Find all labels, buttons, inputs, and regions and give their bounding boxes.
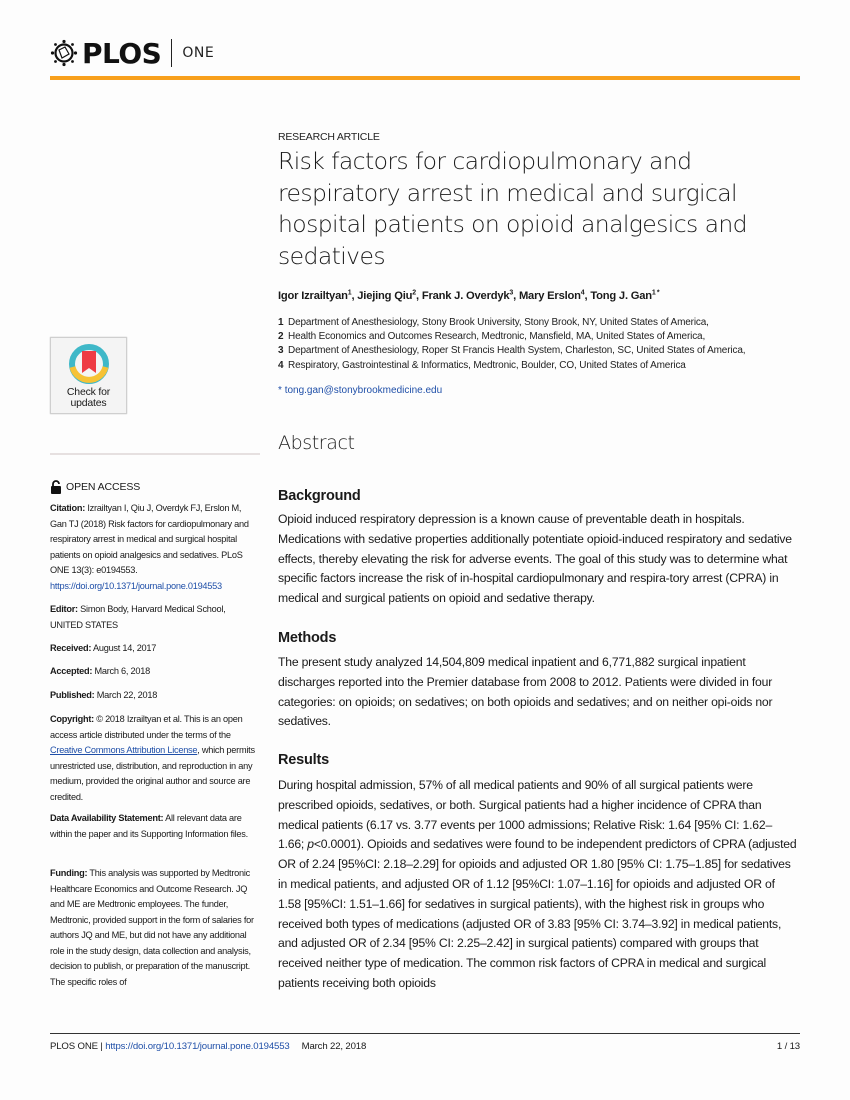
p-value-symbol: p — [307, 837, 314, 852]
citation-text: Izrailtyan I, Qiu J, Overdyk FJ, Erslon M, Gan TJ (2018) Risk factors for cardiopulmonary and respiratory arrest in medical and surgical hospital patients on opioid analgesics and sedatives. PLoS ONE 13(3): e0194553. — [50, 503, 249, 575]
author-name: Igor Izrailtyan — [278, 289, 348, 302]
accepted-label: Accepted: — [50, 666, 93, 676]
methods-heading: Methods — [278, 630, 337, 646]
editor-block — [50, 602, 260, 633]
accepted-date: March 6, 2018 — [92, 666, 150, 676]
license-link[interactable]: Creative Commons Attribution License — [50, 745, 198, 755]
citation-label: Citation: — [50, 503, 86, 513]
author — [278, 290, 357, 302]
header-accent-bar — [50, 76, 800, 80]
background-text: Opioid induced respiratory depression is a known cause of preventable death in hospitals. Medications with sedative properties additionally potentiate opioid-induced respiratory and sedative effects, thereby elevating the risk for adverse events. The goal of this study was to determine what specific factors increase the risk of in-hospital cardiopulmonary and respira-tory arrest (CPRA) in medical and surgical patients on opioid and sedative therapy. — [278, 512, 792, 606]
affiliation-text: Department of Anesthesiology, Roper St Francis Health System, Charleston, SC, United States of America, — [288, 345, 746, 357]
results-text-part: During hospital admission, 57% of all medical patients and 90% of all surgical patients were prescribed opioids, sedatives, or both. Surgical patients had a higher incidence of CPRA than medical patients (6.17 vs. 3.77 events per 1000 admissions; Relative Risk: 1.64 [95% CI: 1.62–1.66; — [278, 778, 773, 852]
author-separator: , — [584, 289, 591, 302]
affiliation-text: Respiratory, Gastrointestinal & Informatics, Medtronic, Boulder, CO, United States of America — [288, 359, 686, 371]
email-link[interactable]: tong.gan@stonybrookmedicine.edu — [284, 385, 443, 396]
open-access-badge — [50, 480, 140, 494]
affiliation-list — [278, 316, 745, 373]
corresponding-email — [278, 385, 442, 396]
funding-block — [50, 866, 260, 990]
page-number: 1 / 13 — [776, 1041, 800, 1052]
published-block — [50, 688, 260, 704]
funding-text: This analysis was supported by Medtronic Healthcare Economics and Outcome Research. JQ and ME are Medtronic employees. The funder, Medtronic, provided support in the form of salaries for authors JQ and ME, but did not have any additional role in the study design, data collection and analysis, decision to publish, or preparation of the manuscript. The specific roles of — [50, 868, 254, 987]
check-for-updates-line2: updates — [70, 397, 107, 409]
results-heading: Results — [278, 752, 329, 768]
affiliation-item — [278, 316, 745, 330]
data-availability-label: Data Availability Statement: — [50, 813, 164, 823]
check-for-updates-badge[interactable] — [50, 337, 127, 414]
copyright-text: © 2018 Izrailtyan et al. This is an open access article distributed under the terms of the — [50, 714, 243, 740]
received-block — [50, 641, 260, 657]
abstract-heading: Abstract — [278, 432, 355, 454]
affiliation-item — [278, 359, 745, 373]
author-affiliation-sup: 1 * — [651, 289, 660, 296]
author-separator: , — [351, 289, 358, 302]
affiliation-item — [278, 344, 745, 358]
copyright-label: Copyright: — [50, 714, 94, 724]
plos-globe-icon — [50, 39, 78, 67]
results-text-part: <0.0001). Opioids and sedatives were found to be independent predictors of CPRA (adjusted OR of 2.24 [95%CI: 2.18–2.29] for opioids and adjusted OR 1.80 [95% CI: 1.75–1.85] for sedatives in medical patients, and adjusted OR of 1.12 [95%CI: 1.07–1.16] for opioids and adjusted OR of 1.58 [95%CI: 1.51–1.66] for sedatives in surgical patients), with the highest risk in groups who received both types of medications (adjusted OR of 3.83 [95% CI: 3.74–3.92] in medical patients, and adjusted OR of 2.34 [95% CI: 2.25–2.42] in surgical patients) compared with groups that received neither type of medication. The common risk factors of CPRA in medical and surgical patients receiving both opioids — [278, 837, 797, 990]
article-title: Risk factors for cardiopulmonary and respiratory arrest in medical and surgical hospital patients on opioid analgesics and sedatives — [278, 147, 747, 270]
logo-journal-name: ONE — [182, 45, 215, 61]
affiliation-text: Health Economics and Outcomes Research, Medtronic, Mansfield, MA, United States of America, — [288, 331, 706, 343]
footer-divider — [50, 1033, 800, 1034]
copyright-block — [50, 712, 260, 805]
citation-block — [50, 501, 260, 594]
citation-doi-link[interactable]: https://doi.org/10.1371/journal.pone.0194553 — [50, 580, 222, 591]
footer-journal: PLOS ONE | — [50, 1041, 106, 1052]
author-affiliation-sup: 4 — [580, 289, 585, 296]
author — [590, 290, 659, 302]
author-name: Tong J. Gan — [590, 289, 652, 302]
author — [519, 290, 590, 302]
results-text — [278, 776, 798, 994]
affiliation-number: 1 — [278, 317, 284, 328]
author-separator: , — [513, 289, 519, 302]
sidebar-divider — [50, 453, 260, 455]
check-for-updates-line1: Check for — [66, 386, 111, 398]
check-for-updates-label — [67, 387, 110, 409]
affiliation-number: 2 — [278, 331, 284, 343]
author — [357, 290, 422, 302]
affiliation-number: 3 — [278, 345, 284, 357]
author-separator: , — [415, 289, 422, 302]
corresponding-star: * — [278, 385, 282, 396]
author-affiliation-sup: 2 — [412, 289, 416, 296]
plos-one-logo — [50, 36, 214, 70]
background-heading: Background — [278, 488, 361, 504]
author — [422, 290, 519, 302]
logo-plos-text: PLOS — [82, 36, 162, 70]
methods-text: The present study analyzed 14,504,809 medical inpatient and 6,771,882 surgical inpatient discharges reported into the Premier database from 2008 to 2012. Patients were divided in four categories: on opioids; on sedatives; on both opioids and sedatives; and on neither opi-oids nor sedatives. — [278, 655, 773, 729]
data-availability-block — [50, 811, 260, 842]
affiliation-number: 4 — [278, 359, 284, 371]
published-date: March 22, 2018 — [94, 690, 158, 700]
open-lock-icon — [50, 480, 62, 494]
editor-text: Simon Body, Harvard Medical School, UNITED STATES — [50, 604, 226, 630]
article-type: RESEARCH ARTICLE — [278, 131, 380, 143]
footer-doi-link[interactable]: https://doi.org/10.1371/journal.pone.0194553 — [105, 1041, 290, 1052]
copyright-text: , which permits unrestricted use, distribution, and reproduction in any medium, provided the original author and source are credited. — [50, 745, 255, 802]
page-footer — [50, 1041, 800, 1052]
open-access-label: OPEN ACCESS — [66, 481, 141, 493]
author-list — [278, 289, 659, 302]
accepted-block — [50, 664, 260, 680]
received-label: Received: — [50, 643, 92, 653]
author-name: Frank J. Overdyk — [421, 289, 510, 302]
author-affiliation-sup: 1 — [347, 289, 352, 296]
data-availability-text: All relevant data are within the paper and its Supporting Information files. — [50, 813, 248, 839]
footer-date: March 22, 2018 — [301, 1041, 367, 1052]
author-name: Jiejing Qiu — [357, 289, 413, 302]
author-name: Mary Erslon — [518, 289, 581, 302]
affiliation-item — [278, 330, 745, 344]
author-affiliation-sup: 3 — [509, 289, 514, 296]
funding-label: Funding: — [50, 868, 88, 878]
affiliation-text: Department of Anesthesiology, Stony Brook University, Stony Brook, NY, United States of America, — [288, 317, 709, 328]
received-date: August 14, 2017 — [91, 643, 157, 653]
crossmark-icon — [68, 343, 110, 385]
published-label: Published: — [50, 690, 95, 700]
logo-separator — [171, 39, 172, 67]
editor-label: Editor: — [50, 604, 78, 614]
